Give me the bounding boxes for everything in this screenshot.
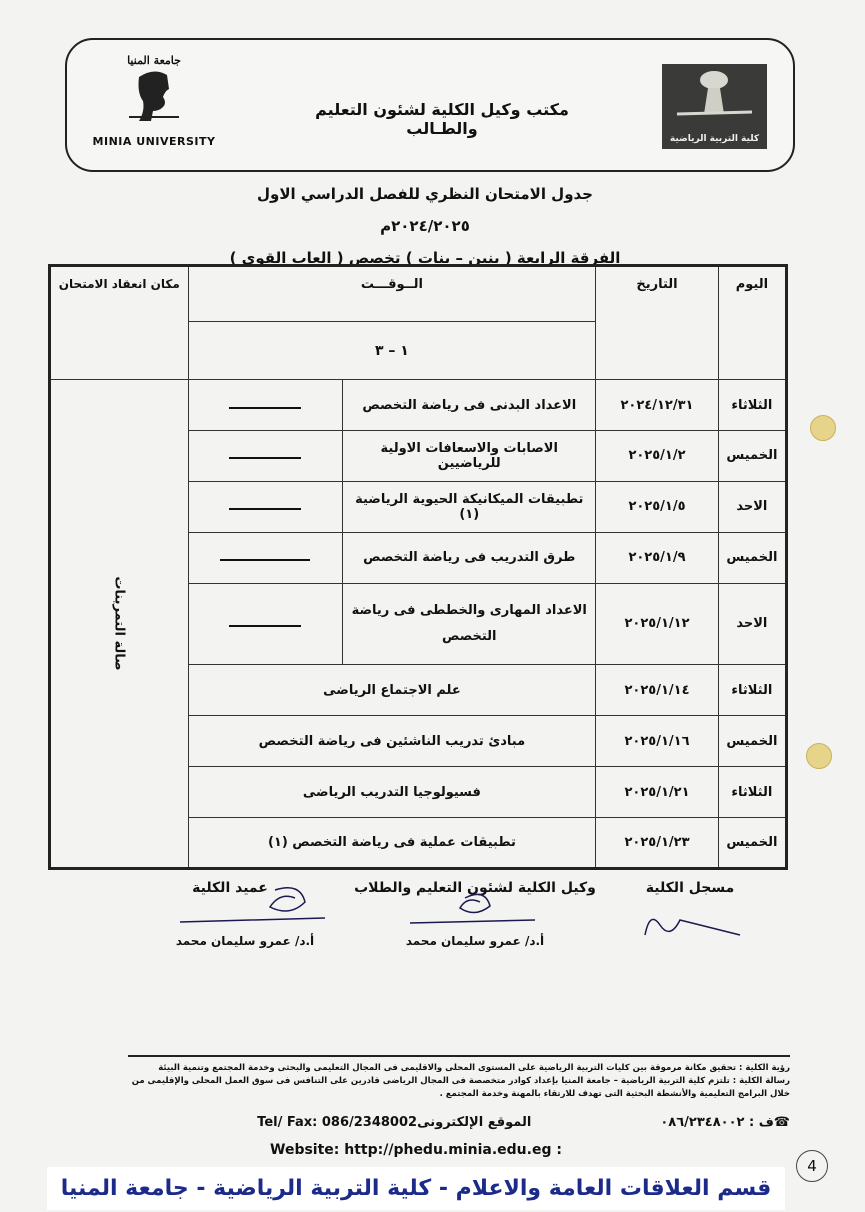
header-time: الــوقـــت bbox=[188, 266, 596, 322]
empty-dash bbox=[229, 407, 301, 409]
vice-dean-name: أ.د/ عمرو سليمان محمد bbox=[405, 934, 545, 948]
website-label: الموقع الإلكترونى bbox=[417, 1115, 532, 1130]
venue-label: صالة التمرينات bbox=[111, 576, 127, 671]
tel-fax: Tel/ Fax: 086/2348002 bbox=[257, 1115, 418, 1130]
row-date: ٢٠٢٥/١/١٢ bbox=[596, 583, 718, 664]
row-subject: تطبيقات عملية فى رياضة التخصص (١) bbox=[188, 818, 596, 869]
website-link[interactable]: Website: http://phedu.minia.edu.eg : bbox=[270, 1142, 562, 1158]
vice-dean-role: وكيل الكلية لشئون التعليم والطلاب bbox=[354, 880, 596, 896]
row-subject: مبادئ تدريب الناشئين فى رياضة التخصص bbox=[188, 716, 596, 767]
row-subject: فسيولوجيا التدريب الرياضى bbox=[188, 767, 596, 818]
table-row bbox=[50, 380, 787, 431]
row-day: الخميس bbox=[718, 430, 786, 481]
empty-dash bbox=[220, 559, 310, 561]
nefertiti-icon bbox=[119, 67, 189, 127]
row-date: ٢٠٢٥/١/٢١ bbox=[596, 767, 718, 818]
athlete-icon bbox=[662, 64, 767, 134]
university-logo-english: MINIA UNIVERSITY bbox=[92, 135, 216, 148]
row-date: ٢٠٢٤/١٢/٣١ bbox=[596, 380, 718, 431]
header-date: التاريخ bbox=[596, 266, 718, 380]
row-second-subject bbox=[188, 583, 343, 664]
mission-text: رسالة الكلية : تلتزم كلية التربية الرياضية – جامعة المنيا بإعداد كوادر متخصصة فى المجال الرياضى قادرين على التنافس فى سوق العمل المحلى والإقليمى من خلال البرامج التعليمية والأنشطة البحثية التى تهدف للارتقاء بالمهنة وخدمة المجتمع . bbox=[131, 1076, 790, 1099]
empty-dash bbox=[229, 625, 301, 627]
dean-name: أ.د/ عمرو سليمان محمد bbox=[175, 934, 315, 948]
dean-signature bbox=[175, 882, 335, 932]
university-logo-arabic: جامعة المنيا bbox=[127, 54, 181, 67]
row-day: الثلاثاء bbox=[718, 767, 786, 818]
faculty-logo-text: كلية التربية الرياضية bbox=[669, 134, 760, 144]
row-second-subject bbox=[188, 532, 343, 583]
footer-divider bbox=[128, 1055, 790, 1057]
class-title: الفرقة الرابعة ( بنين – بنات ) تخصص ( العاب القوى ) bbox=[229, 249, 621, 267]
row-subject: طرق التدريب فى رياضة التخصص bbox=[343, 532, 596, 583]
registrar-signature bbox=[640, 905, 750, 945]
row-subject: علم الاجتماع الرياضى bbox=[188, 665, 596, 716]
punch-hole bbox=[806, 743, 832, 769]
exam-titles bbox=[210, 178, 640, 274]
row-second-subject bbox=[188, 430, 343, 481]
row-date: ٢٠٢٥/١/١٦ bbox=[596, 716, 718, 767]
punch-hole bbox=[810, 415, 836, 441]
row-date: ٢٠٢٥/١/٢ bbox=[596, 430, 718, 481]
vice-dean-signature bbox=[405, 888, 545, 933]
row-subject: الاعداد المهارى والخططى فى رياضة التخصص bbox=[343, 583, 596, 664]
exam-schedule-table bbox=[48, 264, 788, 870]
vision-text: رؤية الكلية : تحقيق مكانة مرموقة بين كليات التربية الرياضية على المستوى المحلى والاقليمى فى المجال التعليمى والبحثى وخدمة المجتمع وتنمية البيئة bbox=[158, 1063, 790, 1073]
row-date: ٢٠٢٥/١/١٤ bbox=[596, 665, 718, 716]
row-subject: الاعداد البدنى فى رياضة التخصص bbox=[343, 380, 596, 431]
dean-role: عميد الكلية bbox=[192, 880, 268, 896]
page-number: 4 bbox=[796, 1150, 828, 1182]
header-day: اليوم bbox=[718, 266, 786, 380]
row-subject: الاصابات والاسعافات الاولية للرياضيين bbox=[343, 430, 596, 481]
header-venue: مكان انعقاد الامتحان bbox=[50, 266, 189, 380]
row-second-subject bbox=[188, 380, 343, 431]
row-day: الثلاثاء bbox=[718, 665, 786, 716]
empty-dash bbox=[229, 457, 301, 459]
row-day: الاحد bbox=[718, 481, 786, 532]
header-time-slot: ١ – ٣ bbox=[188, 322, 596, 380]
schedule-title: جدول الامتحان النظري للفصل الدراسي الاول ٢٠٢٤/٢٠٢٥م bbox=[257, 185, 593, 235]
row-second-subject bbox=[188, 481, 343, 532]
row-day: الخميس bbox=[718, 716, 786, 767]
phone-arabic: ☎ف : ٠٨٦/٢٣٤٨٠٠٢ bbox=[660, 1115, 790, 1130]
empty-dash bbox=[229, 508, 301, 510]
pr-department-banner: قسم العلاقات العامة والاعلام - كلية التربية الرياضية - جامعة المنيا bbox=[47, 1167, 785, 1210]
row-date: ٢٠٢٥/١/٩ bbox=[596, 532, 718, 583]
exam-venue bbox=[50, 380, 189, 869]
footer-vision-mission bbox=[128, 1062, 790, 1101]
row-date: ٢٠٢٥/١/٢٣ bbox=[596, 818, 718, 869]
contact-line bbox=[128, 1115, 790, 1130]
office-title: مكتب وكيل الكلية لشئون التعليم والطـالب bbox=[315, 100, 569, 138]
row-day: الثلاثاء bbox=[718, 380, 786, 431]
row-day: الخميس bbox=[718, 532, 786, 583]
faculty-logo bbox=[662, 64, 767, 149]
minia-university-logo bbox=[89, 54, 219, 154]
row-day: الاحد bbox=[718, 583, 786, 664]
registrar-signature-block bbox=[625, 880, 755, 896]
row-subject: تطبيقات الميكانيكة الحيوية الرياضية (١) bbox=[343, 481, 596, 532]
letterhead bbox=[65, 38, 795, 172]
row-day: الخميس bbox=[718, 818, 786, 869]
row-date: ٢٠٢٥/١/٥ bbox=[596, 481, 718, 532]
registrar-role: مسجل الكلية bbox=[645, 880, 735, 896]
